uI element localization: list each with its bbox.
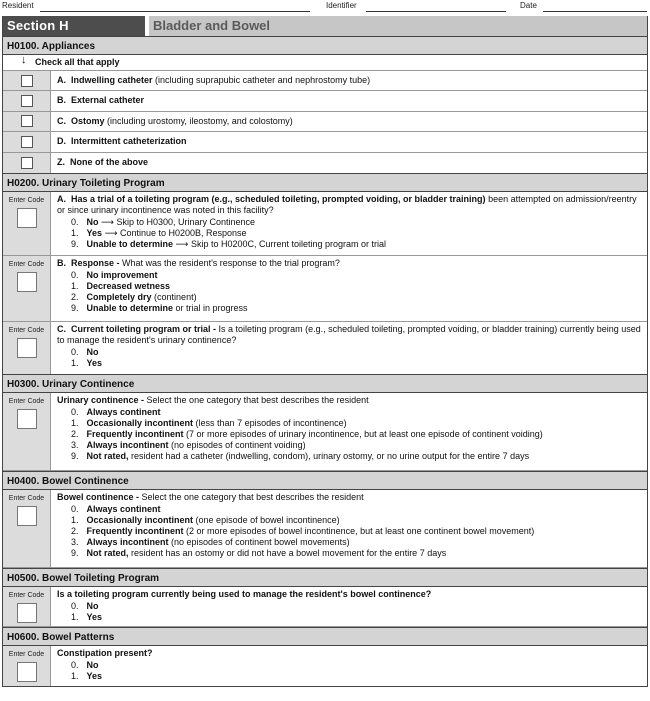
h0200b-code-box[interactable] bbox=[17, 272, 37, 292]
checkbox-d[interactable] bbox=[21, 136, 33, 148]
h0600-title: H0600. Bowel Patterns bbox=[3, 627, 647, 646]
h0200a-code-box[interactable] bbox=[17, 208, 37, 228]
h0100-option-c: C. Ostomy (including urostomy, ileostomy, and colostomy) bbox=[3, 112, 647, 132]
h0400-code-box[interactable] bbox=[17, 506, 37, 526]
section-header bbox=[3, 16, 647, 36]
checkbox-b[interactable] bbox=[21, 95, 33, 107]
check-instruction-text: Check all that apply bbox=[35, 57, 120, 67]
h0200b-row: Enter Code B. Response - What was the resident's response to the trial program? 0. No improvement 1. Decreased wetness 2. Completely dry (continent) 9. Unable to determine or trial in progress bbox=[3, 256, 647, 322]
section-h-form bbox=[2, 16, 648, 687]
h0200c-row: Enter Code C. Current toileting program or trial - Is a toileting program (e.g., scheduled toileting, prompted voiding, or bladder training) currently being used to manage the resident's urinary continence? 0. No 1. Yes bbox=[3, 322, 647, 374]
section-title: Bladder and Bowel bbox=[145, 16, 647, 36]
down-arrow-icon: ↓ bbox=[21, 54, 27, 66]
check-instruction bbox=[3, 55, 647, 71]
h0400-title: H0400. Bowel Continence bbox=[3, 471, 647, 490]
h0100-option-d: D. Intermittent catheterization bbox=[3, 132, 647, 152]
identifier-field[interactable] bbox=[366, 11, 506, 12]
h0500-code-box[interactable] bbox=[17, 603, 37, 623]
checkbox-z[interactable] bbox=[21, 157, 33, 169]
resident-field[interactable] bbox=[40, 11, 310, 12]
h0100-title: H0100. Appliances bbox=[3, 36, 647, 55]
enter-code-label: Enter Code bbox=[8, 494, 45, 502]
enter-code-label: Enter Code bbox=[8, 650, 45, 658]
h0600-row: Enter Code Constipation present? 0. No 1. Yes bbox=[3, 646, 647, 686]
date-field[interactable] bbox=[543, 11, 647, 12]
h0300-row: Enter Code Urinary continence - Select the one category that best describes the resident 0. Always continent 1. Occasionally incontinent (less than 7 episodes of incontinence) 2. Frequently incontinent (7 or more episodes of urinary incontinence, but at least one episode of continent voiding) 3. Always incontinent (no episodes of continent voiding) 9. Not rated, resident had a catheter (indwelling, condom), urinary ostomy, or no urine output for the entire 7 days bbox=[3, 393, 647, 471]
h0500-row: Enter Code Is a toileting program currently being used to manage the resident's bowel continence? 0. No 1. Yes bbox=[3, 587, 647, 627]
h0100-option-a: A. Indwelling catheter (including suprapubic catheter and nephrostomy tube) bbox=[3, 71, 647, 91]
arrow-right-icon: ⟶ bbox=[104, 227, 118, 238]
h0100-options bbox=[3, 71, 647, 173]
enter-code-label: Enter Code bbox=[8, 397, 45, 405]
h0200-title: H0200. Urinary Toileting Program bbox=[3, 173, 647, 192]
h0300-code-box[interactable] bbox=[17, 409, 37, 429]
h0400-row: Enter Code Bowel continence - Select the one category that best describes the resident 0. Always continent 1. Occasionally incontinent (one episode of bowel incontinence) 2. Frequently incontinent (2 or more episodes of bowel incontinence, but at least one continent bowel movement) 3. Always incontinent (no episodes of continent bowel movements) 9. Not rated, resident has an ostomy or did not have a bowel movement for the entire 7 days bbox=[3, 490, 647, 568]
form-header bbox=[0, 0, 650, 16]
date-label: Date bbox=[520, 1, 537, 10]
h0200a-row: Enter Code A. Has a trial of a toileting program (e.g., scheduled toileting, prompted voiding, or bladder training) been attempted on admission/reentry or since urinary incontinence was noted in this facility? 0. No ⟶ Skip to H0300, Urinary Continence 1. Yes ⟶ Continue to H0200B, Response 9. Unable to determine ⟶ Skip to H0200C, Current toileting program or trial bbox=[3, 192, 647, 256]
arrow-right-icon: ⟶ bbox=[101, 216, 114, 227]
h0100-option-z: Z. None of the above bbox=[3, 153, 647, 173]
h0100-option-b: B. External catheter bbox=[3, 91, 647, 111]
enter-code-label: Enter Code bbox=[8, 196, 45, 204]
h0300-title: H0300. Urinary Continence bbox=[3, 374, 647, 393]
checkbox-a[interactable] bbox=[21, 75, 33, 87]
enter-code-label: Enter Code bbox=[8, 591, 45, 599]
enter-code-label: Enter Code bbox=[8, 326, 45, 334]
enter-code-label: Enter Code bbox=[8, 260, 45, 268]
h0500-title: H0500. Bowel Toileting Program bbox=[3, 568, 647, 587]
checkbox-c[interactable] bbox=[21, 115, 33, 127]
arrow-right-icon: ⟶ bbox=[175, 238, 189, 249]
section-label: Section H bbox=[3, 16, 145, 36]
h0200-body bbox=[3, 192, 647, 374]
h0200c-code-box[interactable] bbox=[17, 338, 37, 358]
h0600-code-box[interactable] bbox=[17, 662, 37, 682]
resident-label: Resident bbox=[2, 1, 34, 10]
identifier-label: Identifier bbox=[326, 1, 357, 10]
